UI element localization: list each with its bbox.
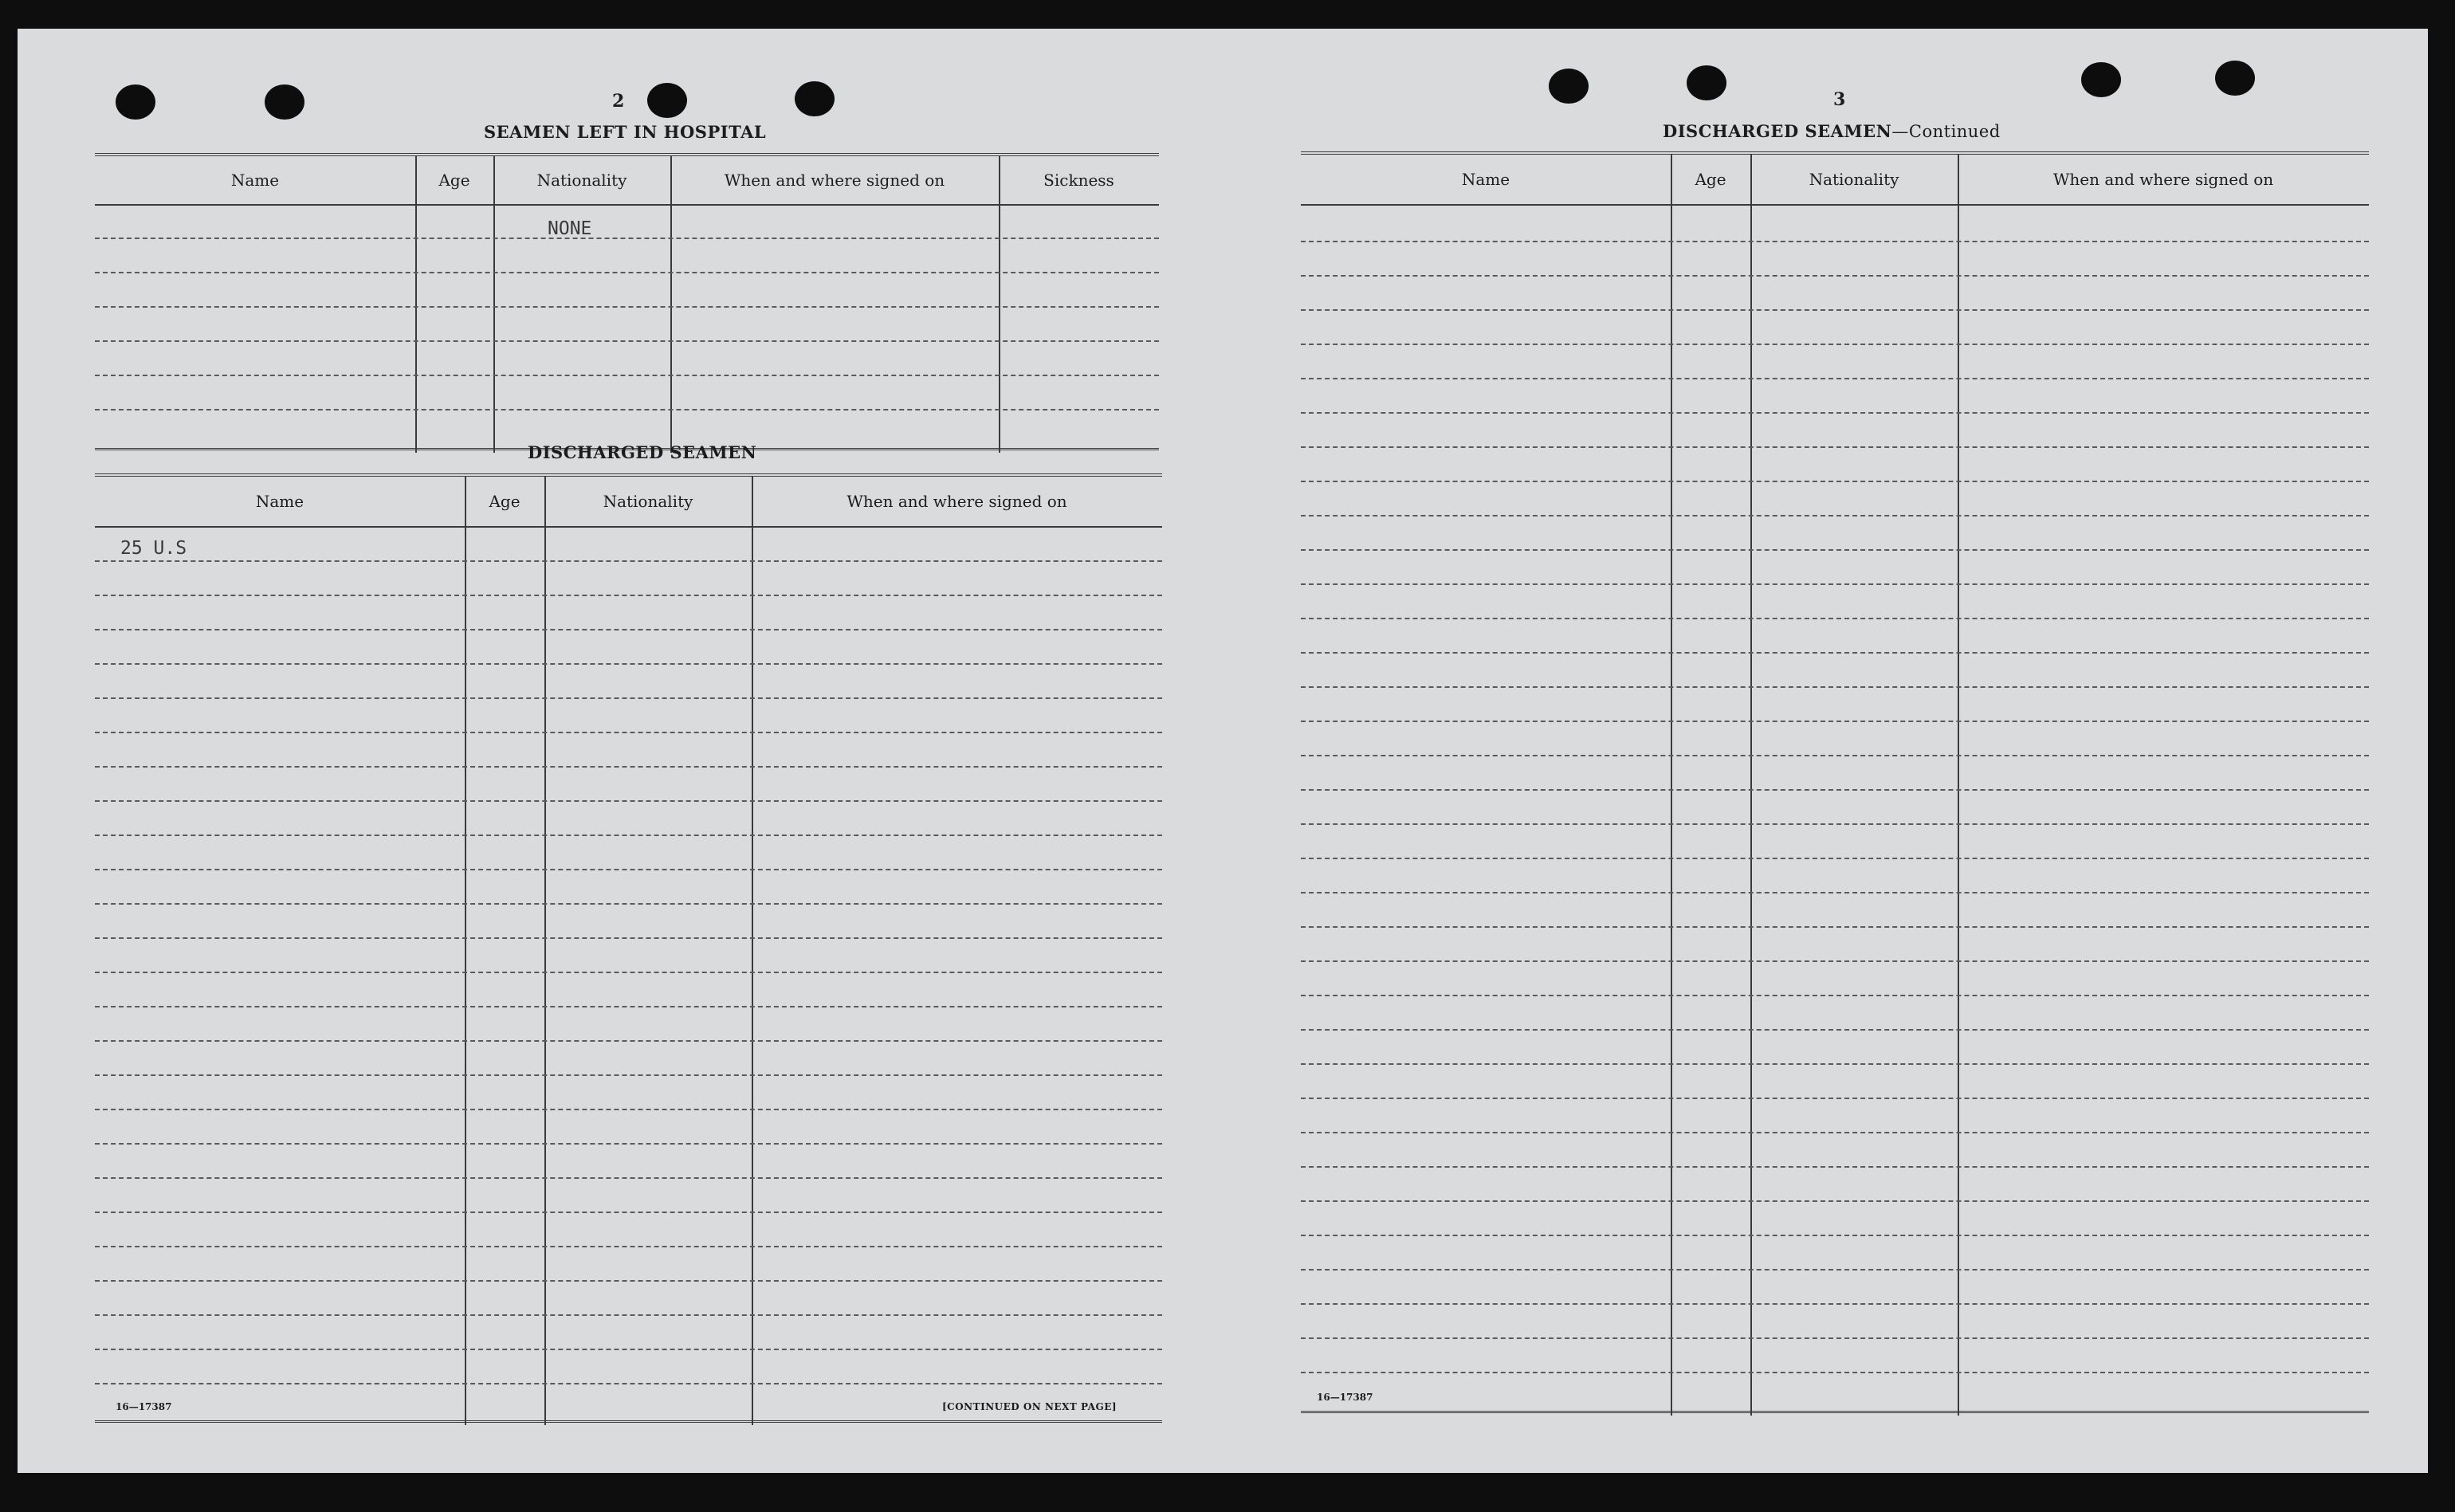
ruled-line [95,835,1162,836]
ruled-line [95,1040,1162,1042]
table-bottom-rule [95,1420,1162,1423]
left-form-code: 16—17387 [116,1401,172,1412]
header-nationality: Nationality [536,171,627,190]
ruled-line [95,663,1162,665]
ruled-line [1301,1063,2369,1065]
ruled-line [95,1212,1162,1213]
ruled-line [1301,823,2369,825]
ruled-line [95,766,1162,768]
continued-note: [CONTINUED ON NEXT PAGE] [942,1401,1118,1412]
ruled-line [1301,789,2369,791]
ruled-line [1301,1098,2369,1099]
ruled-line [95,972,1162,973]
ruled-line [95,595,1162,596]
discharged-continued-header [1301,155,2369,206]
ruled-line [95,1143,1162,1145]
right-form-code: 16—17387 [1317,1392,1373,1403]
right-page-number: 3 [1833,89,1846,110]
ruled-line [95,903,1162,905]
ruled-line [1301,1029,2369,1031]
discharged-entry: 25 U.S [120,538,187,559]
column-divider [465,477,466,1425]
document-sheet [18,29,2428,1473]
ruled-line [1301,1337,2369,1339]
ruled-line [1301,858,2369,859]
header-sickness: Sickness [1043,171,1114,190]
ruled-line [1301,309,2369,311]
ruled-line [95,272,1159,273]
ruled-line [1301,1166,2369,1168]
hospital-table [95,153,1159,453]
discharged-table-header [95,477,1162,528]
punch-hole [647,83,687,118]
ruled-line [95,306,1159,308]
header-nationality: Nationality [1809,170,1899,189]
header-signed-on: When and where signed on [724,171,945,190]
discharged-section-title: DISCHARGED SEAMEN [528,442,757,462]
ruled-line [95,800,1162,802]
ruled-line [95,1006,1162,1007]
hospital-section-title: SEAMEN LEFT IN HOSPITAL [484,122,767,142]
ruled-line [95,1349,1162,1350]
header-age: Age [489,492,520,511]
ruled-line [1301,686,2369,688]
ruled-line [1301,583,2369,585]
punch-hole [795,81,835,116]
ruled-line [95,1280,1162,1282]
ruled-line [1301,344,2369,345]
ruled-line [1301,549,2369,551]
ruled-line [95,1177,1162,1179]
ruled-line [1301,1235,2369,1236]
ruled-line [1301,892,2369,893]
ruled-line [95,697,1162,699]
ruled-line [95,869,1162,870]
punch-hole [1549,69,1589,104]
ruled-line [1301,652,2369,654]
ruled-line [1301,1269,2369,1270]
ruled-line [95,1314,1162,1316]
right-section-title [1663,121,2001,141]
ruled-line [1301,1200,2369,1202]
ruled-line [1301,721,2369,722]
header-name: Name [255,492,304,511]
punch-hole [2215,61,2255,96]
left-page-number: 2 [612,91,625,112]
hospital-entry-none: NONE [548,218,592,239]
ruled-line [1301,926,2369,928]
ruled-line [1301,1372,2369,1373]
ruled-line [95,937,1162,939]
ruled-line [1301,378,2369,379]
ruled-line [1301,515,2369,516]
ruled-line [95,1109,1162,1110]
ruled-line [95,1383,1162,1384]
ruled-line [1301,755,2369,756]
ruled-line [1301,618,2369,619]
ruled-line [95,409,1159,410]
ruled-line [1301,275,2369,277]
ruled-line [95,340,1159,342]
ruled-line [1301,1132,2369,1133]
header-age: Age [438,171,470,190]
right-title-continued: —Continued [1891,122,2001,141]
ruled-line [1301,995,2369,996]
punch-hole [2081,62,2121,97]
ruled-line [95,238,1159,239]
punch-hole [265,84,304,120]
header-signed-on: When and where signed on [2052,170,2274,189]
ruled-line [95,1246,1162,1247]
ruled-line [95,1074,1162,1076]
discharged-table-right [1301,151,2369,1416]
ruled-line [1301,412,2369,414]
discharged-table-left [95,473,1162,1425]
column-divider [544,477,546,1425]
table-bottom-rule [1301,1411,2369,1413]
ruled-line [95,629,1162,630]
ruled-line [95,560,1162,562]
column-divider [752,477,753,1425]
header-nationality: Nationality [603,492,693,511]
header-name: Name [1461,170,1510,189]
ruled-line [95,732,1162,733]
ruled-line [1301,481,2369,482]
header-signed-on: When and where signed on [846,492,1067,511]
header-age: Age [1695,170,1726,189]
ruled-line [1301,446,2369,448]
ruled-line [1301,960,2369,962]
right-title-main: DISCHARGED SEAMEN [1663,121,1892,141]
ruled-line [1301,1303,2369,1305]
punch-hole [116,84,155,120]
punch-hole [1687,65,1726,100]
header-name: Name [230,171,280,190]
ruled-line [95,375,1159,376]
ruled-line [1301,241,2369,242]
